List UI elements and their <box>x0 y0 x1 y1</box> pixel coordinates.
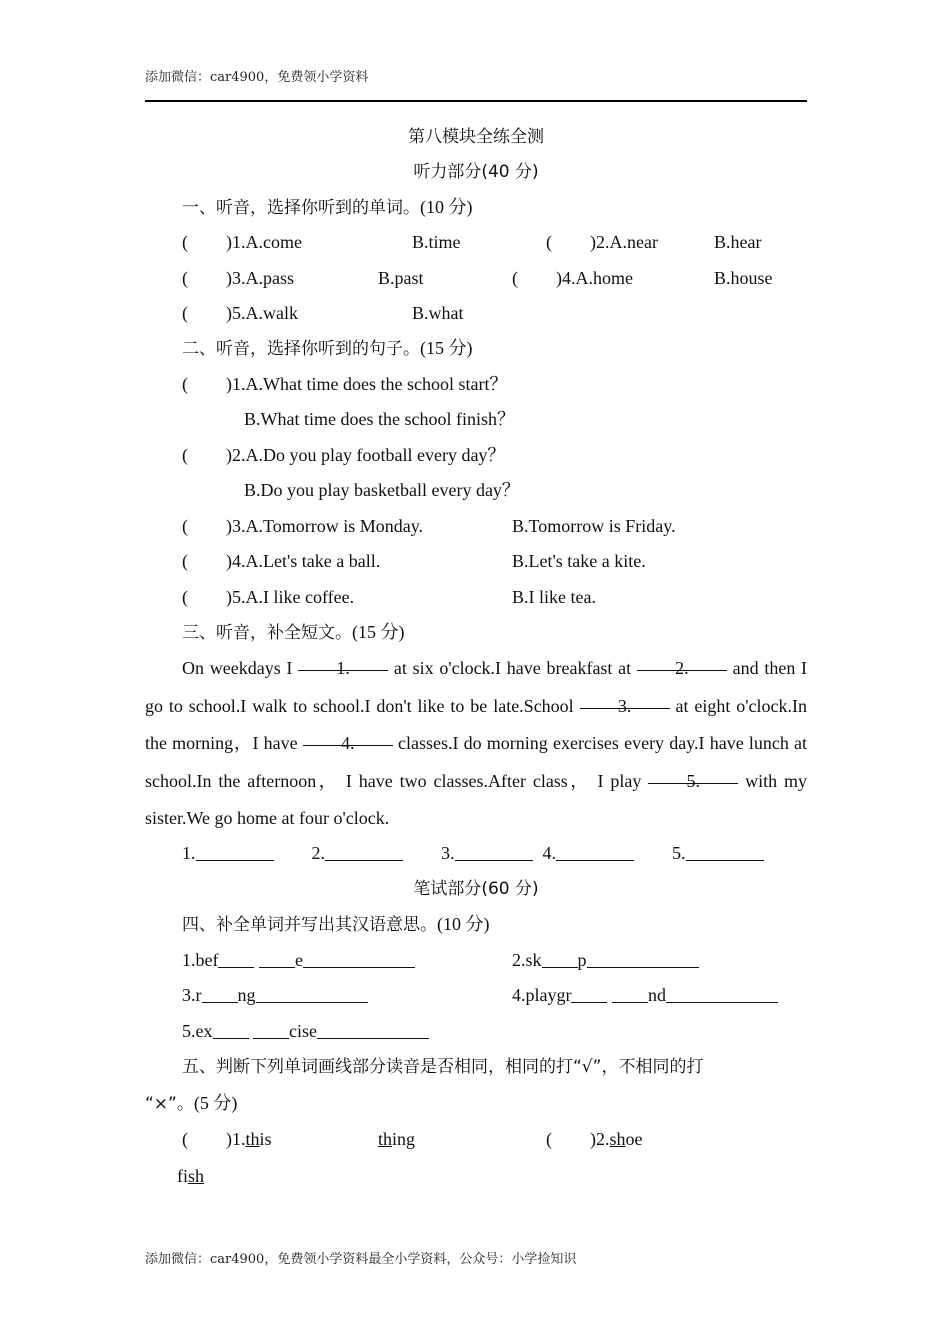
s2-q3: ( )3.A.Tomorrow is Monday. <box>182 516 424 536</box>
section3-title: 三、听音，补全短文。 <box>182 623 352 643</box>
section2-heading <box>182 337 473 360</box>
word-part: 3.r <box>182 985 202 1005</box>
word-part: 4.playgr <box>512 985 572 1005</box>
s2-q4-b: B.Let's take a kite. <box>512 551 646 571</box>
letter-blank[interactable] <box>259 949 295 968</box>
underlined-letters: sh <box>609 1129 626 1149</box>
answer-paren[interactable]: ( <box>182 587 188 607</box>
cloze-blank-2[interactable]: 2. <box>637 650 727 671</box>
cloze-blank-1[interactable]: 1. <box>298 650 388 671</box>
listening-heading <box>145 160 807 183</box>
cloze-blank-5[interactable]: 5. <box>648 763 738 784</box>
section2-points: (15 分) <box>420 338 473 358</box>
meaning-blank[interactable] <box>587 949 699 968</box>
s2-q5: ( )5.A.I like coffee. <box>182 587 355 607</box>
answer-paren[interactable]: ( <box>182 445 188 465</box>
meaning-blank[interactable] <box>303 949 415 968</box>
underlined-letters: th <box>245 1129 260 1149</box>
s1-q5-b: B.what <box>412 303 464 323</box>
answer-paren[interactable]: ( <box>546 232 552 252</box>
letter-blank[interactable] <box>202 984 238 1003</box>
answer-paren[interactable]: ( <box>182 551 188 571</box>
passage-text: at six o'clock.I have breakfast at <box>393 658 632 678</box>
s1-q3-b: B.past <box>378 268 424 288</box>
section1-title: 一、听音，选择你听到的单词。 <box>182 198 420 218</box>
answer-blank-4[interactable] <box>556 842 634 861</box>
s1-q2-a: 2.A.near <box>596 232 658 252</box>
answer-label: 2. <box>311 843 325 863</box>
s2-q1: ( )1.A.What time does the school start？ <box>182 374 508 394</box>
question-number: )2. <box>590 1129 610 1149</box>
passage-text: and then I go to school.I walk to school.I don't like to be late.School <box>145 658 808 716</box>
meaning-blank[interactable] <box>666 984 778 1003</box>
answer-label: 1. <box>182 843 196 863</box>
s2-q3-b: B.Tomorrow is Friday. <box>512 516 676 536</box>
s1-q5: ( )5.A.walk <box>182 303 298 323</box>
s1-q2-b: B.hear <box>714 232 762 252</box>
s2-q3-a: 3.A.Tomorrow is Monday. <box>232 516 424 536</box>
word-part: ng <box>237 985 256 1005</box>
passage-text: with my sister.We go home at four o'clock. <box>145 770 808 828</box>
meaning-blank[interactable] <box>256 984 368 1003</box>
passage-text: classes.I do morning exercises every day.I have lunch at school.In the afternoon， I have two classes.After class， I play <box>145 733 808 791</box>
section2-title: 二、听音，选择你听到的句子。 <box>182 339 420 359</box>
page-header-text: 添加微信：car4900，免费领小学资料 <box>145 70 369 85</box>
cloze-blank-4[interactable]: 4. <box>303 725 393 746</box>
answer-paren[interactable]: ( <box>546 1129 552 1149</box>
header-divider <box>145 100 807 102</box>
s1-q4-a: 4.A.home <box>562 268 633 288</box>
s2-q2-b: B.Do you play basketball every day？ <box>244 480 520 500</box>
written-heading <box>145 877 807 900</box>
section3-heading <box>182 621 405 644</box>
section3-points: (15 分) <box>352 622 405 642</box>
section4-points: (10 分) <box>437 914 490 934</box>
meaning-blank[interactable] <box>317 1020 429 1039</box>
letter-blank[interactable] <box>253 1020 289 1039</box>
answer-paren[interactable]: ( <box>512 268 518 288</box>
s2-q5-a: 5.A.I like coffee. <box>232 587 355 607</box>
s4-q2 <box>512 949 699 971</box>
answer-paren[interactable]: ( <box>182 232 188 252</box>
cloze-blank-3[interactable]: 3. <box>580 688 670 709</box>
letter-blank[interactable] <box>213 1020 249 1039</box>
s1-q1-a: 1.A.come <box>232 232 302 252</box>
word-part: p <box>577 950 587 970</box>
s2-q4: ( )4.A.Let's take a ball. <box>182 551 381 571</box>
s5-q1-word2 <box>378 1128 415 1150</box>
s1-q5-a: 5.A.walk <box>232 303 298 323</box>
s5-q1 <box>182 1128 272 1150</box>
word-part: nd <box>647 985 666 1005</box>
answer-paren[interactable]: ( <box>182 374 188 394</box>
section5-title: 五、判断下列单词画线部分读音是否相同，相同的打“√”，不相同的打 <box>182 1057 704 1077</box>
s2-q1-b: B.What time does the school finish？ <box>244 409 515 429</box>
section5-heading-line1 <box>182 1055 703 1078</box>
answer-blank-5[interactable] <box>686 842 764 861</box>
section4-title: 四、补全单词并写出其汉语意思。 <box>182 915 437 935</box>
s2-q2: ( )2.A.Do you play football every day？ <box>182 445 506 465</box>
written-heading-text: 笔试部分(60 分) <box>413 879 539 899</box>
question-number: )1. <box>226 1129 246 1149</box>
s1-q4-b: B.house <box>714 268 773 288</box>
section5-title-cont: “×”。 <box>145 1094 194 1114</box>
s1-q3: ( )3.A.pass <box>182 268 294 288</box>
section1-points: (10 分) <box>420 197 473 217</box>
letter-blank[interactable] <box>542 949 578 968</box>
page-footer-text: 添加微信：car4900，免费领小学资料最全小学资料，公众号：小学捡知识 <box>145 1252 577 1267</box>
underlined-letters: sh <box>188 1166 205 1186</box>
word-part: ing <box>392 1129 416 1149</box>
letter-blank[interactable] <box>571 984 607 1003</box>
word-part: is <box>259 1129 272 1149</box>
answer-blank-1[interactable] <box>196 842 274 861</box>
s2-q4-a: 4.A.Let's take a ball. <box>232 551 381 571</box>
s4-q1 <box>182 949 415 971</box>
word-part: e <box>294 950 303 970</box>
word-part: 2.sk <box>512 950 542 970</box>
s1-q3-a: 3.A.pass <box>232 268 294 288</box>
s2-q5-b: B.I like tea. <box>512 587 596 607</box>
letter-blank[interactable] <box>218 949 254 968</box>
word-part: oe <box>625 1129 643 1149</box>
s1-q2: ( )2.A.near <box>546 232 658 252</box>
answer-label: 4. <box>542 843 556 863</box>
section5-heading-line2 <box>145 1092 237 1115</box>
s2-q1-a: 1.A.What time does the school start？ <box>232 374 508 394</box>
answer-paren[interactable]: ( <box>182 1129 188 1149</box>
section4-heading <box>182 913 490 936</box>
answer-paren[interactable]: ( <box>182 268 188 288</box>
s1-q4: ( )4.A.home <box>512 268 633 288</box>
word-part: cise <box>289 1021 317 1041</box>
underlined-letters: th <box>378 1129 393 1149</box>
s4-q4 <box>512 984 778 1006</box>
page-title: 第八模块全练全测 <box>408 127 544 147</box>
answer-label: 3. <box>441 843 455 863</box>
answer-label: 5. <box>672 843 686 863</box>
s1-q1: ( )1.A.come <box>182 232 302 252</box>
section1-heading <box>182 196 473 219</box>
passage-text: at eight o'clock.In the morning，I have <box>145 695 807 753</box>
letter-blank[interactable] <box>612 984 648 1003</box>
answer-line <box>182 842 764 864</box>
listening-heading-text: 听力部分(40 分) <box>413 162 539 182</box>
s2-q2-a: 2.A.Do you play football every day？ <box>232 445 506 465</box>
s5-q2-word2 <box>177 1165 204 1187</box>
word-part: 5.ex <box>182 1021 213 1041</box>
s4-q5 <box>182 1020 429 1042</box>
s5-q2 <box>546 1128 643 1150</box>
word-part: 1.bef <box>182 950 219 970</box>
s4-q3 <box>182 984 368 1006</box>
answer-paren[interactable]: ( <box>182 303 188 323</box>
answer-paren[interactable]: ( <box>182 516 188 536</box>
word-part: fi <box>177 1166 188 1186</box>
s1-q1-b: B.time <box>412 232 461 252</box>
passage-text: On weekdays I <box>182 658 293 678</box>
answer-blank-3[interactable] <box>455 842 533 861</box>
cloze-passage <box>145 650 807 838</box>
section5-points: (5 分) <box>193 1093 238 1113</box>
answer-blank-2[interactable] <box>325 842 403 861</box>
